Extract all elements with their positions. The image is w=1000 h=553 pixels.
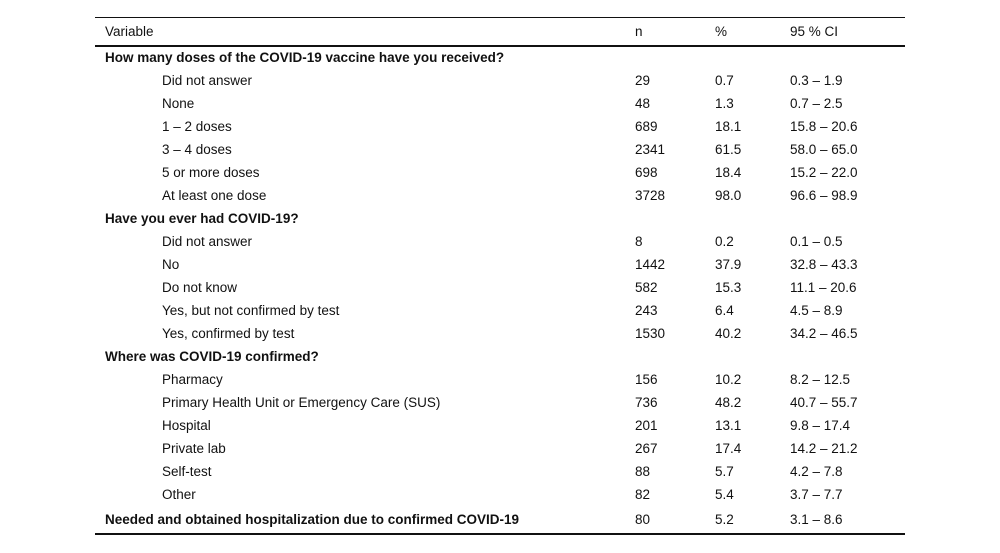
n-cell: 698	[635, 164, 658, 180]
percent-cell: 1.3	[715, 95, 734, 111]
variable-cell: Yes, confirmed by test	[162, 325, 295, 341]
ci-cell: 11.1 – 20.6	[790, 279, 857, 295]
n-cell: 48	[635, 95, 651, 111]
n-cell: 2341	[635, 141, 666, 157]
percent-cell: 18.4	[715, 164, 742, 180]
percent-cell	[715, 345, 790, 368]
table-row	[95, 46, 905, 69]
ci-cell: 15.8 – 20.6	[790, 118, 858, 134]
variable-cell: 3 – 4 doses	[162, 141, 232, 157]
table-row	[95, 207, 905, 230]
column-header-percent: %	[715, 23, 728, 39]
n-cell: 689	[635, 118, 658, 134]
variable-cell: Did not answer	[162, 72, 253, 88]
variable-cell: Self-test	[162, 463, 212, 479]
ci-cell: 4.5 – 8.9	[790, 302, 843, 318]
table-header	[95, 18, 905, 46]
variable-cell: Needed and obtained hospitalization due to confirmed COVID-19	[105, 511, 520, 527]
percent-cell: 61.5	[715, 141, 742, 157]
variable-cell: Private lab	[162, 440, 226, 456]
n-cell: 582	[635, 279, 658, 295]
variable-cell: Where was COVID-19 confirmed?	[105, 348, 319, 364]
ci-cell: 58.0 – 65.0	[790, 141, 858, 157]
percent-cell: 18.1	[715, 118, 742, 134]
ci-cell	[790, 46, 905, 69]
variable-cell: Do not know	[162, 279, 238, 295]
statistics-table	[95, 17, 905, 535]
percent-cell: 48.2	[715, 394, 742, 410]
ci-cell: 0.7 – 2.5	[790, 95, 843, 111]
n-cell	[635, 207, 715, 230]
n-cell: 201	[635, 417, 658, 433]
variable-cell: None	[162, 95, 195, 111]
n-cell: 156	[635, 371, 658, 387]
table-row	[95, 437, 905, 460]
table-row	[95, 276, 905, 299]
table-body	[95, 46, 905, 534]
variable-cell: Hospital	[162, 417, 211, 433]
table-row	[95, 253, 905, 276]
variable-cell: How many doses of the COVID-19 vaccine have you received?	[105, 50, 505, 65]
percent-cell: 5.2	[715, 511, 734, 527]
variable-cell: No	[162, 256, 180, 272]
ci-cell: 34.2 – 46.5	[790, 325, 858, 341]
percent-cell: 98.0	[715, 187, 742, 203]
n-cell	[635, 345, 715, 368]
column-header-ci: 95 % CI	[790, 23, 839, 39]
variable-cell: Primary Health Unit or Emergency Care (SUS)	[162, 394, 441, 410]
percent-cell: 40.2	[715, 325, 742, 341]
n-cell: 243	[635, 302, 658, 318]
ci-cell: 32.8 – 43.3	[790, 256, 858, 272]
n-cell	[635, 46, 715, 69]
ci-cell: 15.2 – 22.0	[790, 164, 858, 180]
percent-cell: 13.1	[715, 417, 742, 433]
header-row	[95, 18, 905, 46]
ci-cell: 40.7 – 55.7	[790, 394, 858, 410]
n-cell: 1442	[635, 256, 666, 272]
variable-cell: Did not answer	[162, 233, 253, 249]
n-cell: 736	[635, 394, 658, 410]
variable-cell: Other	[162, 486, 196, 502]
percent-cell: 10.2	[715, 371, 742, 387]
n-cell: 3728	[635, 187, 666, 203]
variable-cell: Yes, but not confirmed by test	[162, 302, 340, 318]
percent-cell: 6.4	[715, 302, 734, 318]
column-header-n: n	[635, 23, 643, 39]
ci-cell: 96.6 – 98.9	[790, 187, 858, 203]
n-cell: 80	[635, 511, 651, 527]
ci-cell: 8.2 – 12.5	[790, 371, 851, 387]
ci-cell	[790, 207, 905, 230]
table-row	[95, 483, 905, 506]
table-row	[95, 92, 905, 115]
table-row	[95, 414, 905, 437]
variable-cell: 1 – 2 doses	[162, 118, 232, 134]
percent-cell: 0.7	[715, 72, 734, 88]
table-row	[95, 506, 905, 534]
table-row	[95, 138, 905, 161]
percent-cell: 5.7	[715, 463, 734, 479]
n-cell: 88	[635, 463, 651, 479]
table-row	[95, 230, 905, 253]
table-row	[95, 161, 905, 184]
ci-cell	[790, 345, 905, 368]
table-row	[95, 184, 905, 207]
table-row	[95, 391, 905, 414]
variable-cell: Have you ever had COVID-19?	[105, 210, 299, 226]
ci-cell: 0.1 – 0.5	[790, 233, 843, 249]
percent-cell	[715, 207, 790, 230]
table-row	[95, 322, 905, 345]
percent-cell: 17.4	[715, 440, 742, 456]
ci-cell: 0.3 – 1.9	[790, 72, 843, 88]
percent-cell	[715, 46, 790, 69]
n-cell: 8	[635, 233, 643, 249]
table-row	[95, 460, 905, 483]
n-cell: 1530	[635, 325, 666, 341]
variable-cell: Pharmacy	[162, 371, 223, 387]
table-row	[95, 115, 905, 138]
table-row	[95, 69, 905, 92]
table-row	[95, 345, 905, 368]
percent-cell: 0.2	[715, 233, 734, 249]
percent-cell: 37.9	[715, 256, 742, 272]
variable-cell: At least one dose	[162, 187, 267, 203]
percent-cell: 15.3	[715, 279, 742, 295]
n-cell: 29	[635, 72, 651, 88]
table-row	[95, 368, 905, 391]
ci-cell: 14.2 – 21.2	[790, 440, 858, 456]
column-header-variable: Variable	[105, 23, 154, 39]
n-cell: 267	[635, 440, 658, 456]
table-row	[95, 299, 905, 322]
percent-cell: 5.4	[715, 486, 734, 502]
ci-cell: 3.1 – 8.6	[790, 511, 843, 527]
ci-cell: 4.2 – 7.8	[790, 463, 843, 479]
n-cell: 82	[635, 486, 651, 502]
variable-cell: 5 or more doses	[162, 164, 260, 180]
ci-cell: 3.7 – 7.7	[790, 486, 843, 502]
ci-cell: 9.8 – 17.4	[790, 417, 851, 433]
